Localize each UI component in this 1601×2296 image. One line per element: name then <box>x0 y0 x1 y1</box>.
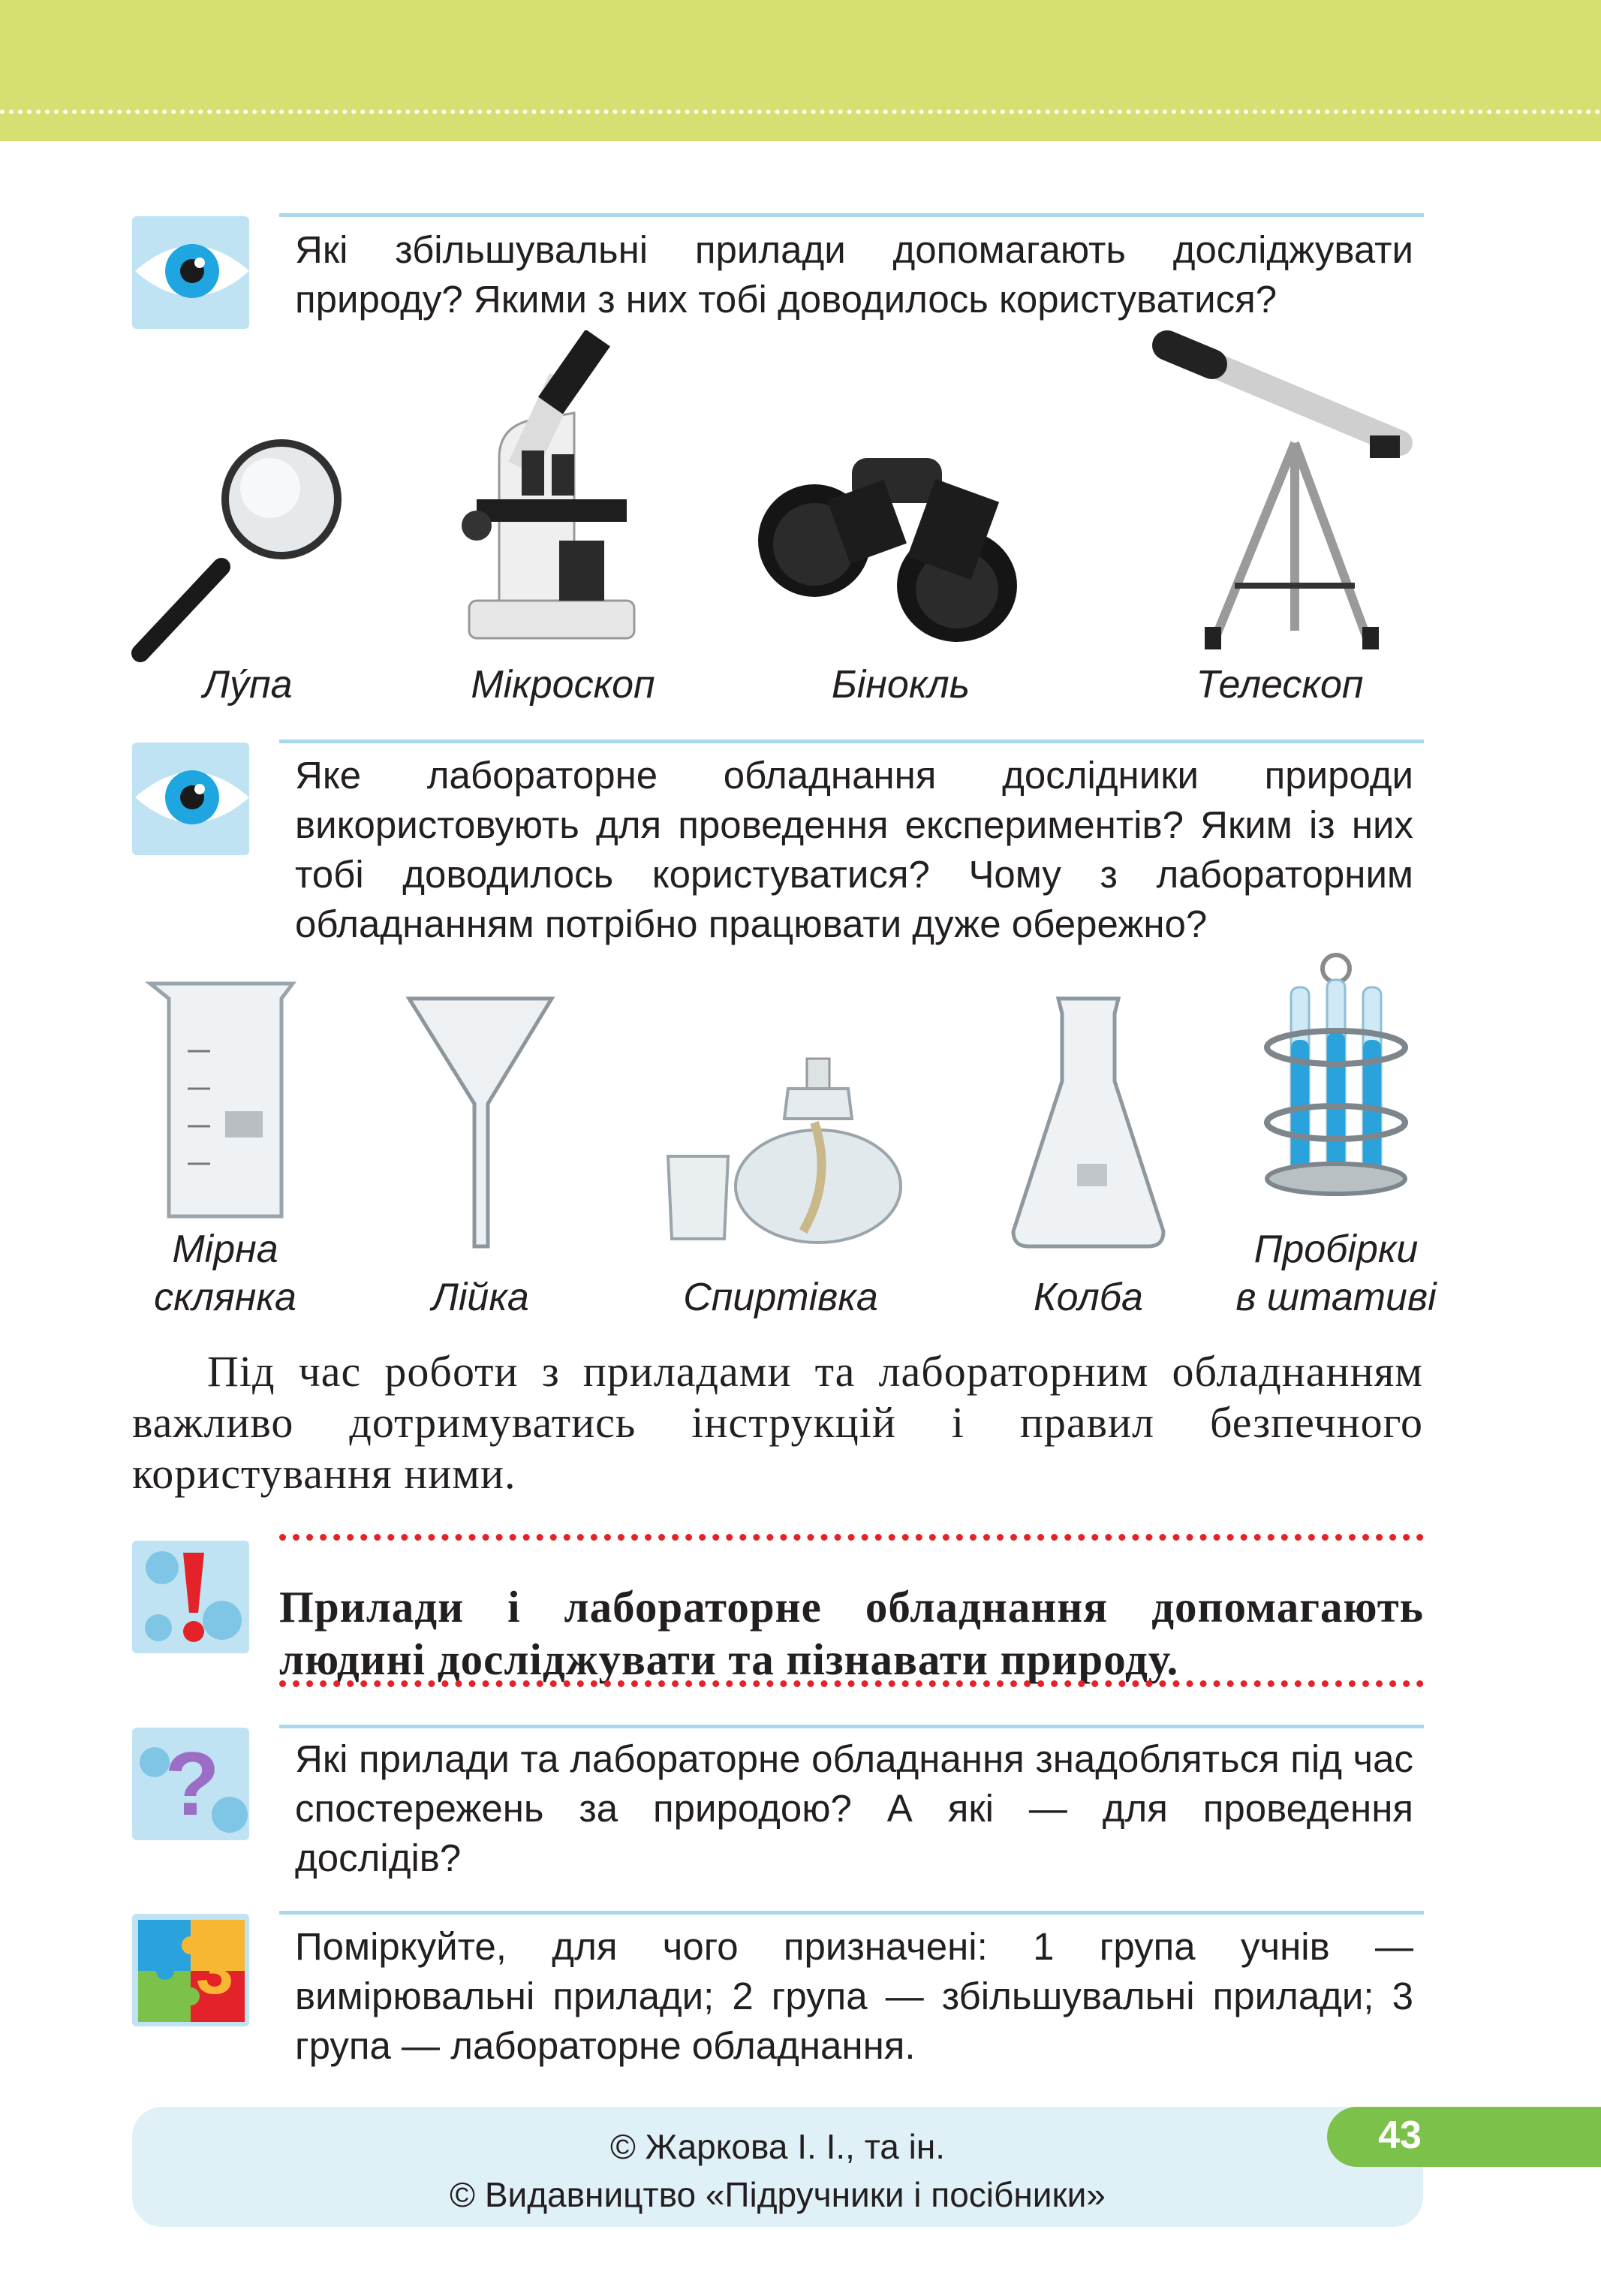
rule-top-dots <box>279 1534 1424 1541</box>
question-which-instruments: Які прилади та лабораторне обладнання знадобляться під час спостережень за природою? А які — для проведення дослідів? <box>295 1737 1413 1879</box>
caption-binoculars: Бінокль <box>831 663 971 707</box>
question-divider <box>279 1725 1424 1728</box>
microscope-icon <box>447 330 672 649</box>
eye-icon <box>132 740 252 856</box>
group-task: Поміркуйте, для чого призначені: 1 група учнів — вимірювальні прилади; 2 група — збільшувальні прилади; 3 група — лабораторне обладнання. <box>295 1925 1413 2067</box>
telescope-icon <box>1145 330 1422 657</box>
test-tubes-rack-icon <box>1261 950 1411 1201</box>
binoculars-icon <box>754 443 1040 649</box>
caption-telescope: Телескоп <box>1196 663 1364 707</box>
footer <box>132 2107 1423 2227</box>
body-paragraph: Під час роботи з приладами та лабораторним обладнанням важливо дотримуватись інструкцій і правил безпечного користування ними. <box>132 1347 1423 1498</box>
flask-icon <box>1006 991 1171 1258</box>
beaker-icon <box>143 976 308 1228</box>
funnel-icon <box>405 991 555 1258</box>
caption-test-tubes: Пробірки в штативі <box>1235 1228 1437 1319</box>
caption-microscope: Мікроскоп <box>471 663 655 707</box>
spirit-lamp-icon <box>653 1051 908 1250</box>
question-divider <box>279 740 1424 743</box>
caption-funnel: Лійка <box>432 1276 529 1319</box>
caption-spirit-lamp: Спиртівка <box>683 1276 878 1319</box>
exclamation-icon <box>132 1538 252 1654</box>
caption-flask: Колба <box>1034 1276 1143 1319</box>
caption-magnifier: Лу́па <box>203 663 293 707</box>
puzzle-icon <box>132 1911 252 2027</box>
svg-text:3: 3 <box>195 1933 234 2008</box>
question-magnifiers: Які збільшувальні прилади допомагають досліджувати природу? Якими з них тобі доводилось користуватися? <box>295 228 1413 321</box>
magnifier-icon <box>131 439 357 668</box>
rule-text: Прилади і лабораторне обладнання допомагають людині досліджувати та пізнавати природу. <box>279 1582 1424 1684</box>
header-band <box>0 0 1601 141</box>
rule-bottom-dots <box>279 1680 1424 1687</box>
task-divider <box>279 1911 1424 1915</box>
question-mark-icon <box>132 1725 252 1841</box>
footer-copyright-authors: © Жаркова І. І., та ін. <box>609 2127 946 2166</box>
eye-icon <box>132 213 252 330</box>
svg-text:?: ? <box>164 1734 220 1834</box>
page-number: 43 <box>1378 2114 1422 2157</box>
footer-copyright-publisher: © Видавництво «Підручники і посібники» <box>450 2175 1106 2214</box>
caption-beaker: Мірна склянка <box>154 1228 296 1319</box>
header-dotted-line <box>0 110 1601 114</box>
question-lab-equipment: Яке лабораторне обладнання дослідники природи використовують для проведення експериментів? Яким із них тобі доводилось користуватися? Чому з лабораторним обладнанням потрібно працювати дуже обережно? <box>295 754 1413 945</box>
question-divider <box>279 213 1424 217</box>
